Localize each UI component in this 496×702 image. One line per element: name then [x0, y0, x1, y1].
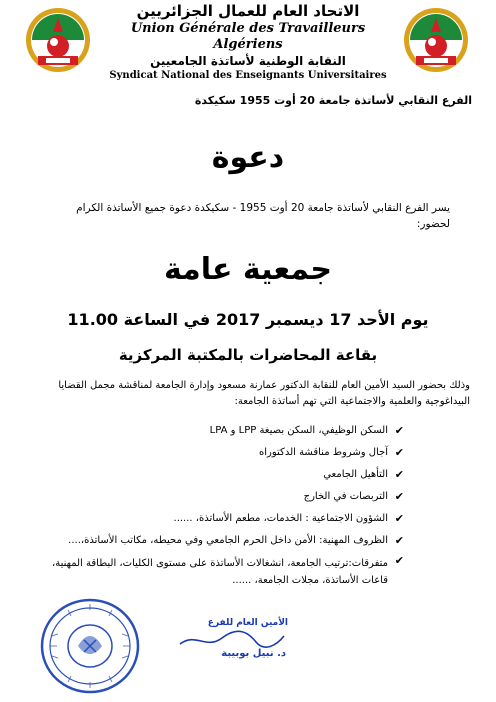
union-name-arabic: الاتحاد العام للعمال الجزائريين [136, 2, 360, 20]
syndicate-name-french: Syndicat National des Enseignants Universitaires [109, 70, 387, 81]
general-assembly-title: جمعية عامة [163, 252, 333, 287]
letterhead-text [100, 2, 396, 83]
agenda-item: ✔ التربصات في الخارج [24, 486, 404, 508]
agenda-item: ✔ آجال وشروط مناقشة الدكتوراه [24, 442, 404, 464]
ugta-logo-right [402, 6, 470, 74]
agenda-item: ✔ الظروف المهنية: الأمن داخل الحرم الجامعي وفي محيطه، مكاتب الأساتذة،.... [24, 530, 404, 552]
check-icon: ✔ [394, 554, 404, 567]
signatory-name: د. نبيل بوبيبة [221, 648, 286, 659]
meeting-venue: بقاعة المحاضرات بالمكتبة المركزية [118, 346, 378, 364]
signature-block [176, 618, 288, 688]
official-stamp [38, 596, 142, 696]
agenda-item: ✔ السكن الوظيفي، السكن بصيغة LPP و LPA [24, 420, 404, 442]
agenda-list [24, 420, 404, 589]
branch-line: الفرع النقابي لأساتذة جامعة 20 أوت 1955 سكيكدة [194, 94, 472, 107]
check-icon: ✔ [394, 446, 404, 459]
signature-title: الأمين العام للفرع [207, 618, 288, 628]
check-icon: ✔ [394, 490, 404, 503]
agenda-item: ✔ الشؤون الاجتماعية : الخدمات، مطعم الأساتذة، ...... [24, 508, 404, 530]
agenda-item: ✔ التأهيل الجامعي [24, 464, 404, 486]
check-icon: ✔ [394, 424, 404, 437]
invitation-title: دعوة [211, 140, 285, 175]
letterhead [0, 0, 496, 81]
agenda-item: ✔ متفرقات:ترتيب الجامعة، انشغالات الأساتذة على مستوى الكليات، البطاقة المهنية، قاعات الأساتذة، مجلات الجامعة، ...... [52, 554, 404, 586]
check-icon: ✔ [394, 468, 404, 481]
ugta-logo-left [24, 6, 92, 74]
intro-paragraph: يسر الفرع النقابي لأساتذة جامعة 20 أوت 1955 - سكيكدة دعوة جميع الأساتذة الكرام لحضور: [76, 202, 450, 230]
agenda-intro: وذلك بحضور السيد الأمين العام للنقابة الدكتور عمارنة مسعود وإدارة الجامعة لمناقشة مجمل القضايا البيداغوجية والعلمية والاجتماعية التي تهم أساتذة الجامعة: [58, 380, 470, 407]
meeting-datetime: يوم الأحد 17 ديسمبر 2017 في الساعة 11.00 [67, 310, 429, 329]
check-icon: ✔ [394, 534, 404, 547]
syndicate-name-arabic: النقابة الوطنية لأساتذة الجامعيين [150, 54, 346, 68]
union-name-french: Union Générale des Travailleurs Algériens [130, 21, 366, 52]
check-icon: ✔ [394, 512, 404, 525]
